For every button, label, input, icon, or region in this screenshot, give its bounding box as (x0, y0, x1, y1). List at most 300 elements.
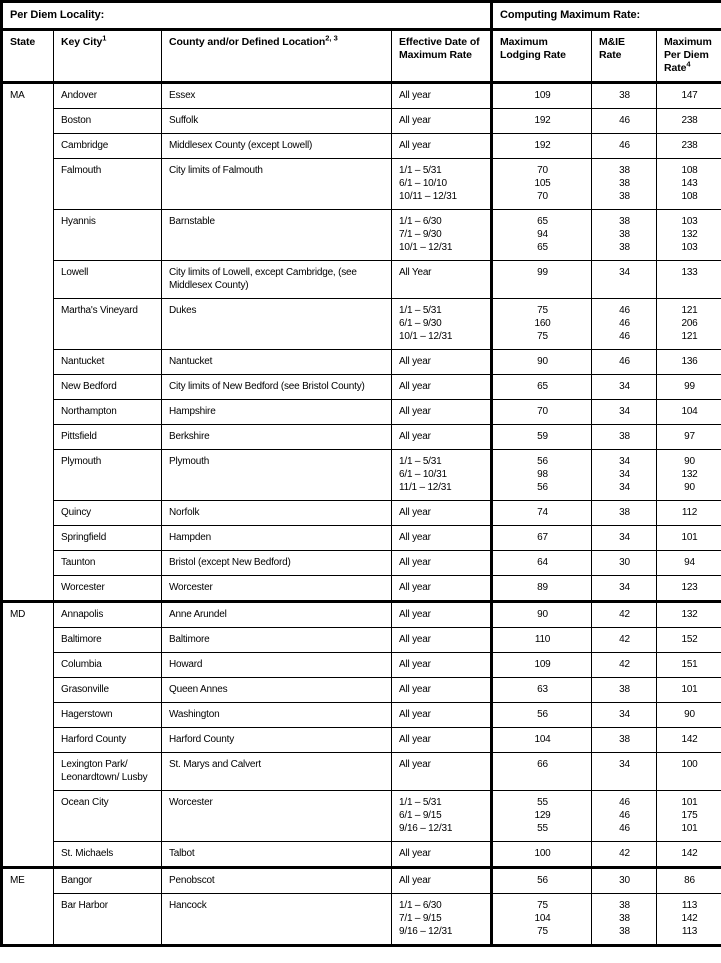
cell-mie-rate-line: 38 (619, 191, 630, 202)
cell-mie-rate (592, 109, 657, 134)
table-row (2, 703, 721, 728)
cell-effective-date (392, 602, 492, 628)
cell-maximum-lodging-rate (492, 210, 592, 261)
cell-mie-rate (592, 261, 657, 299)
cell-maximum-per-diem-rate-line: 133 (681, 267, 698, 278)
cell-county (162, 375, 392, 400)
cell-maximum-lodging-rate-line: 110 (534, 634, 551, 645)
cell-county (162, 299, 392, 350)
cell-mie-rate-line: 38 (619, 507, 630, 518)
group-header-row (2, 2, 721, 30)
cell-maximum-lodging-rate-line: 66 (537, 759, 548, 770)
cell-effective-date-line: 10/1 – 12/31 (399, 331, 453, 342)
cell-mie-rate-line: 42 (619, 659, 630, 670)
cell-key-city (54, 109, 162, 134)
cell-key-city (54, 159, 162, 210)
cell-effective-date-line: 1/1 – 5/31 (399, 797, 442, 808)
cell-key-city-line: Columbia (61, 659, 102, 670)
cell-mie-rate-line: 46 (619, 797, 630, 808)
cell-county (162, 602, 392, 628)
cell-maximum-lodging-rate-line: 192 (534, 140, 551, 151)
cell-county-line: Essex (169, 90, 196, 101)
cell-county-line: Barnstable (169, 216, 215, 227)
cell-county-line: Nantucket (169, 356, 213, 367)
cell-maximum-per-diem-rate (657, 526, 721, 551)
cell-maximum-lodging-rate-line: 104 (534, 913, 551, 924)
cell-mie-rate (592, 350, 657, 375)
cell-mie-rate (592, 134, 657, 159)
cell-maximum-per-diem-rate-line: 113 (681, 900, 698, 911)
cell-county-line: Washington (169, 709, 220, 720)
column-header-maximum-lodging-rate: Maximum Lodging Rate (492, 30, 592, 83)
cell-maximum-lodging-rate-line: 56 (537, 875, 548, 886)
table-row (2, 678, 721, 703)
cell-county-line: Penobscot (169, 875, 215, 886)
cell-county (162, 261, 392, 299)
cell-mie-rate-line: 38 (619, 926, 630, 937)
cell-key-city (54, 653, 162, 678)
cell-county-line: Anne Arundel (169, 609, 227, 620)
cell-county (162, 109, 392, 134)
table-row (2, 628, 721, 653)
cell-maximum-per-diem-rate-line: 121 (681, 305, 698, 316)
cell-effective-date-line: 7/1 – 9/30 (399, 229, 442, 240)
cell-maximum-per-diem-rate-line: 103 (681, 242, 698, 253)
cell-maximum-per-diem-rate (657, 602, 721, 628)
cell-key-city (54, 400, 162, 425)
cell-county-line: Worcester (169, 582, 213, 593)
cell-mie-rate-line: 46 (619, 356, 630, 367)
cell-effective-date-line: All year (399, 532, 431, 543)
table-row (2, 753, 721, 791)
cell-maximum-per-diem-rate-line: 152 (681, 634, 698, 645)
cell-mie-rate-line: 38 (619, 431, 630, 442)
cell-effective-date-line: 1/1 – 6/30 (399, 216, 442, 227)
cell-county-line: City limits of Lowell, except Cambridge, (see Middlesex County) (169, 267, 357, 291)
cell-maximum-lodging-rate-line: 75 (537, 331, 548, 342)
cell-maximum-per-diem-rate (657, 894, 721, 946)
cell-maximum-per-diem-rate (657, 261, 721, 299)
cell-effective-date (392, 894, 492, 946)
cell-county-line: City limits of Falmouth (169, 165, 263, 176)
cell-maximum-per-diem-rate (657, 299, 721, 350)
cell-maximum-lodging-rate (492, 576, 592, 602)
cell-maximum-per-diem-rate-line: 104 (681, 406, 698, 417)
cell-county (162, 653, 392, 678)
cell-mie-rate-line: 34 (619, 469, 630, 480)
cell-key-city (54, 791, 162, 842)
cell-maximum-per-diem-rate-line: 99 (684, 381, 695, 392)
column-header-row (2, 30, 721, 83)
cell-county-line: Baltimore (169, 634, 210, 645)
cell-mie-rate-line: 34 (619, 532, 630, 543)
cell-county-line: Talbot (169, 848, 195, 859)
cell-maximum-lodging-rate (492, 703, 592, 728)
cell-effective-date-line: All year (399, 848, 431, 859)
cell-maximum-lodging-rate (492, 868, 592, 894)
cell-effective-date-line: 10/11 – 12/31 (399, 191, 457, 202)
cell-maximum-lodging-rate-line: 59 (537, 431, 548, 442)
cell-mie-rate-line: 38 (619, 165, 630, 176)
cell-mie-rate (592, 753, 657, 791)
group-header-per-diem-locality: Per Diem Locality: (2, 2, 492, 30)
cell-maximum-per-diem-rate-line: 123 (681, 582, 698, 593)
cell-maximum-per-diem-rate (657, 678, 721, 703)
cell-maximum-lodging-rate (492, 159, 592, 210)
cell-key-city (54, 576, 162, 602)
cell-maximum-lodging-rate (492, 501, 592, 526)
cell-key-city-line: Cambridge (61, 140, 109, 151)
cell-maximum-lodging-rate-line: 56 (537, 456, 548, 467)
table-row (2, 653, 721, 678)
cell-key-city (54, 894, 162, 946)
cell-mie-rate-line: 34 (619, 482, 630, 493)
table-row (2, 350, 721, 375)
cell-maximum-lodging-rate-line: 55 (537, 797, 548, 808)
cell-key-city-line: Bangor (61, 875, 93, 886)
cell-effective-date (392, 375, 492, 400)
cell-mie-rate (592, 299, 657, 350)
cell-effective-date-line: All year (399, 381, 431, 392)
table-row (2, 842, 721, 868)
cell-mie-rate-line: 46 (619, 318, 630, 329)
table-row (2, 109, 721, 134)
cell-effective-date (392, 728, 492, 753)
cell-mie-rate-line: 46 (619, 331, 630, 342)
cell-key-city-line: Bar Harbor (61, 900, 108, 911)
cell-maximum-per-diem-rate (657, 653, 721, 678)
cell-maximum-per-diem-rate (657, 83, 721, 109)
cell-mie-rate-line: 34 (619, 381, 630, 392)
table-row (2, 551, 721, 576)
cell-effective-date-line: All year (399, 609, 431, 620)
cell-maximum-lodging-rate-line: 75 (537, 900, 548, 911)
cell-effective-date (392, 159, 492, 210)
cell-maximum-per-diem-rate (657, 425, 721, 450)
cell-maximum-lodging-rate-line: 160 (534, 318, 551, 329)
cell-effective-date-line: All year (399, 557, 431, 568)
cell-maximum-lodging-rate-line: 109 (534, 659, 551, 670)
cell-maximum-per-diem-rate-line: 94 (684, 557, 695, 568)
cell-maximum-per-diem-rate (657, 501, 721, 526)
cell-effective-date-line: All year (399, 507, 431, 518)
cell-key-city (54, 501, 162, 526)
cell-key-city (54, 678, 162, 703)
cell-maximum-per-diem-rate (657, 159, 721, 210)
column-header-county: County and/or Defined Location$^{2, 3}$ (162, 30, 392, 83)
cell-mie-rate-line: 34 (619, 456, 630, 467)
cell-mie-rate (592, 894, 657, 946)
cell-effective-date-line: 6/1 – 9/30 (399, 318, 442, 329)
cell-key-city-line: Baltimore (61, 634, 102, 645)
cell-county (162, 83, 392, 109)
cell-mie-rate-line: 34 (619, 709, 630, 720)
cell-key-city-line: Hagerstown (61, 709, 113, 720)
cell-county-line: Middlesex County (except Lowell) (169, 140, 313, 151)
cell-effective-date (392, 425, 492, 450)
cell-mie-rate-line: 46 (619, 823, 630, 834)
cell-maximum-lodging-rate-line: 94 (537, 229, 548, 240)
cell-maximum-per-diem-rate-line: 113 (681, 926, 698, 937)
table-row (2, 261, 721, 299)
cell-county (162, 210, 392, 261)
table-row (2, 159, 721, 210)
cell-maximum-per-diem-rate-line: 86 (684, 875, 695, 886)
cell-key-city-line: Falmouth (61, 165, 102, 176)
cell-county (162, 159, 392, 210)
cell-maximum-per-diem-rate (657, 576, 721, 602)
cell-effective-date (392, 703, 492, 728)
cell-key-city-line: Quincy (61, 507, 91, 518)
cell-county (162, 400, 392, 425)
cell-maximum-per-diem-rate-line: 175 (681, 810, 698, 821)
cell-county (162, 628, 392, 653)
cell-effective-date (392, 210, 492, 261)
cell-maximum-per-diem-rate-line: 143 (681, 178, 698, 189)
cell-key-city (54, 210, 162, 261)
table-row (2, 526, 721, 551)
cell-effective-date-line: All year (399, 634, 431, 645)
cell-maximum-lodging-rate-line: 70 (537, 191, 548, 202)
cell-maximum-lodging-rate-line: 56 (537, 482, 548, 493)
cell-maximum-lodging-rate-line: 98 (537, 469, 548, 480)
cell-mie-rate (592, 791, 657, 842)
cell-mie-rate-line: 38 (619, 229, 630, 240)
table-body (2, 83, 721, 946)
cell-maximum-lodging-rate (492, 894, 592, 946)
cell-effective-date (392, 653, 492, 678)
cell-maximum-per-diem-rate-line: 103 (681, 216, 698, 227)
cell-mie-rate (592, 375, 657, 400)
cell-county (162, 501, 392, 526)
cell-mie-rate (592, 602, 657, 628)
cell-maximum-per-diem-rate (657, 728, 721, 753)
cell-mie-rate (592, 425, 657, 450)
cell-state: ME (2, 868, 54, 946)
cell-county-line: Plymouth (169, 456, 210, 467)
cell-key-city (54, 83, 162, 109)
table-row (2, 576, 721, 602)
cell-effective-date-line: All year (399, 709, 431, 720)
cell-effective-date-line: 6/1 – 10/31 (399, 469, 447, 480)
cell-county-line: Howard (169, 659, 203, 670)
cell-maximum-per-diem-rate-line: 101 (681, 797, 698, 808)
cell-maximum-lodging-rate-line: 100 (534, 848, 551, 859)
cell-effective-date-line: 11/1 – 12/31 (399, 482, 452, 493)
cell-maximum-per-diem-rate (657, 134, 721, 159)
cell-effective-date-line: All year (399, 356, 431, 367)
cell-effective-date (392, 576, 492, 602)
cell-mie-rate-line: 46 (619, 305, 630, 316)
table-row (2, 791, 721, 842)
table-row (2, 375, 721, 400)
cell-effective-date-line: All year (399, 90, 431, 101)
cell-maximum-per-diem-rate-line: 142 (681, 848, 698, 859)
cell-maximum-lodging-rate-line: 90 (537, 356, 548, 367)
table-row (2, 450, 721, 501)
cell-mie-rate-line: 38 (619, 684, 630, 695)
cell-county (162, 576, 392, 602)
cell-key-city-line: Martha's Vineyard (61, 305, 138, 316)
cell-maximum-per-diem-rate-line: 101 (681, 684, 698, 695)
cell-key-city (54, 703, 162, 728)
cell-key-city-line: Boston (61, 115, 91, 126)
cell-maximum-lodging-rate (492, 350, 592, 375)
table-row (2, 134, 721, 159)
cell-mie-rate (592, 678, 657, 703)
cell-mie-rate (592, 526, 657, 551)
cell-key-city-line: Ocean City (61, 797, 109, 808)
cell-county-line: Worcester (169, 797, 213, 808)
cell-maximum-per-diem-rate-line: 100 (681, 759, 698, 770)
cell-maximum-per-diem-rate-line: 206 (681, 318, 698, 329)
cell-key-city (54, 299, 162, 350)
cell-mie-rate-line: 34 (619, 267, 630, 278)
cell-key-city-line: Nantucket (61, 356, 105, 367)
cell-maximum-lodging-rate-line: 70 (537, 406, 548, 417)
cell-maximum-lodging-rate-line: 75 (537, 926, 548, 937)
cell-maximum-per-diem-rate (657, 703, 721, 728)
cell-mie-rate-line: 46 (619, 115, 630, 126)
cell-maximum-lodging-rate-line: 129 (534, 810, 551, 821)
cell-key-city-line: Andover (61, 90, 97, 101)
cell-maximum-lodging-rate-line: 55 (537, 823, 548, 834)
cell-effective-date (392, 868, 492, 894)
cell-key-city-line: Lowell (61, 267, 89, 278)
cell-county (162, 678, 392, 703)
cell-key-city-line: Springfield (61, 532, 107, 543)
cell-county (162, 753, 392, 791)
cell-county (162, 526, 392, 551)
cell-maximum-lodging-rate (492, 653, 592, 678)
cell-mie-rate (592, 842, 657, 868)
cell-county (162, 350, 392, 375)
cell-key-city (54, 350, 162, 375)
cell-maximum-lodging-rate-line: 104 (534, 734, 551, 745)
cell-maximum-per-diem-rate (657, 791, 721, 842)
cell-effective-date-line: All year (399, 684, 431, 695)
cell-maximum-per-diem-rate-line: 132 (681, 229, 698, 240)
cell-maximum-per-diem-rate-line: 238 (681, 140, 698, 151)
cell-key-city-line: Grasonville (61, 684, 109, 695)
cell-mie-rate-line: 38 (619, 900, 630, 911)
cell-maximum-lodging-rate-line: 75 (537, 305, 548, 316)
cell-county-line: City limits of New Bedford (see Bristol County) (169, 381, 365, 392)
cell-key-city (54, 753, 162, 791)
cell-mie-rate-line: 34 (619, 406, 630, 417)
cell-effective-date (392, 299, 492, 350)
cell-maximum-per-diem-rate-line: 132 (681, 609, 698, 620)
cell-effective-date-line: 1/1 – 5/31 (399, 165, 442, 176)
cell-county-line: Harford County (169, 734, 235, 745)
cell-key-city (54, 261, 162, 299)
cell-key-city-line: New Bedford (61, 381, 117, 392)
cell-maximum-lodging-rate-line: 70 (537, 165, 548, 176)
cell-maximum-per-diem-rate (657, 551, 721, 576)
cell-maximum-per-diem-rate-line: 151 (681, 659, 698, 670)
cell-key-city-line: Lexington Park/ Leonardtown/ Lusby (61, 759, 148, 783)
cell-maximum-per-diem-rate (657, 350, 721, 375)
cell-effective-date-line: All year (399, 406, 431, 417)
cell-key-city (54, 450, 162, 501)
cell-maximum-lodging-rate (492, 261, 592, 299)
cell-effective-date-line: 1/1 – 5/31 (399, 456, 442, 467)
table-row (2, 868, 721, 894)
cell-maximum-lodging-rate (492, 678, 592, 703)
column-header-state: State (2, 30, 54, 83)
cell-county-line: Hampden (169, 532, 211, 543)
cell-maximum-lodging-rate-line: 63 (537, 684, 548, 695)
cell-mie-rate (592, 210, 657, 261)
cell-key-city-line: Plymouth (61, 456, 102, 467)
cell-mie-rate-line: 30 (619, 875, 630, 886)
cell-effective-date-line: All year (399, 140, 431, 151)
cell-effective-date-line: 10/1 – 12/31 (399, 242, 453, 253)
cell-maximum-lodging-rate-line: 65 (537, 242, 548, 253)
cell-effective-date-line: 1/1 – 6/30 (399, 900, 442, 911)
cell-mie-rate (592, 400, 657, 425)
cell-county (162, 703, 392, 728)
cell-maximum-per-diem-rate (657, 868, 721, 894)
cell-maximum-per-diem-rate-line: 97 (684, 431, 695, 442)
cell-mie-rate-line: 46 (619, 140, 630, 151)
cell-county-line: Dukes (169, 305, 197, 316)
cell-effective-date-line: All year (399, 582, 431, 593)
column-header-maximum-per-diem-rate: Maximum Per Diem Rate$^4$ (657, 30, 721, 83)
cell-maximum-per-diem-rate-line: 112 (681, 507, 698, 518)
cell-maximum-lodging-rate (492, 842, 592, 868)
cell-effective-date (392, 628, 492, 653)
table-row (2, 83, 721, 109)
cell-mie-rate-line: 38 (619, 90, 630, 101)
cell-county (162, 425, 392, 450)
cell-maximum-per-diem-rate (657, 375, 721, 400)
cell-effective-date (392, 501, 492, 526)
cell-county (162, 894, 392, 946)
cell-mie-rate (592, 450, 657, 501)
cell-mie-rate-line: 38 (619, 734, 630, 745)
cell-key-city (54, 868, 162, 894)
cell-maximum-lodging-rate (492, 450, 592, 501)
cell-key-city (54, 526, 162, 551)
cell-key-city-line: Taunton (61, 557, 96, 568)
cell-key-city (54, 602, 162, 628)
cell-key-city-line: Harford County (61, 734, 127, 745)
cell-maximum-lodging-rate (492, 551, 592, 576)
column-header-key-city: Key City$^1$ (54, 30, 162, 83)
column-header-effective-date: Effective Date of Maximum Rate (392, 30, 492, 83)
cell-state: MA (2, 83, 54, 602)
cell-effective-date (392, 450, 492, 501)
cell-maximum-lodging-rate (492, 134, 592, 159)
cell-key-city-line: Hyannis (61, 216, 96, 227)
cell-maximum-lodging-rate-line: 105 (534, 178, 551, 189)
column-header-mie-rate: M&IE Rate (592, 30, 657, 83)
footnote-ref: 2, 3 (325, 33, 338, 43)
cell-maximum-per-diem-rate (657, 842, 721, 868)
cell-mie-rate (592, 576, 657, 602)
cell-county (162, 134, 392, 159)
cell-mie-rate (592, 159, 657, 210)
cell-county-line: Queen Annes (169, 684, 228, 695)
cell-key-city (54, 425, 162, 450)
cell-effective-date (392, 842, 492, 868)
cell-effective-date (392, 400, 492, 425)
table-row (2, 602, 721, 628)
cell-mie-rate-line: 38 (619, 242, 630, 253)
cell-maximum-lodging-rate-line: 99 (537, 267, 548, 278)
cell-maximum-lodging-rate-line: 65 (537, 216, 548, 227)
